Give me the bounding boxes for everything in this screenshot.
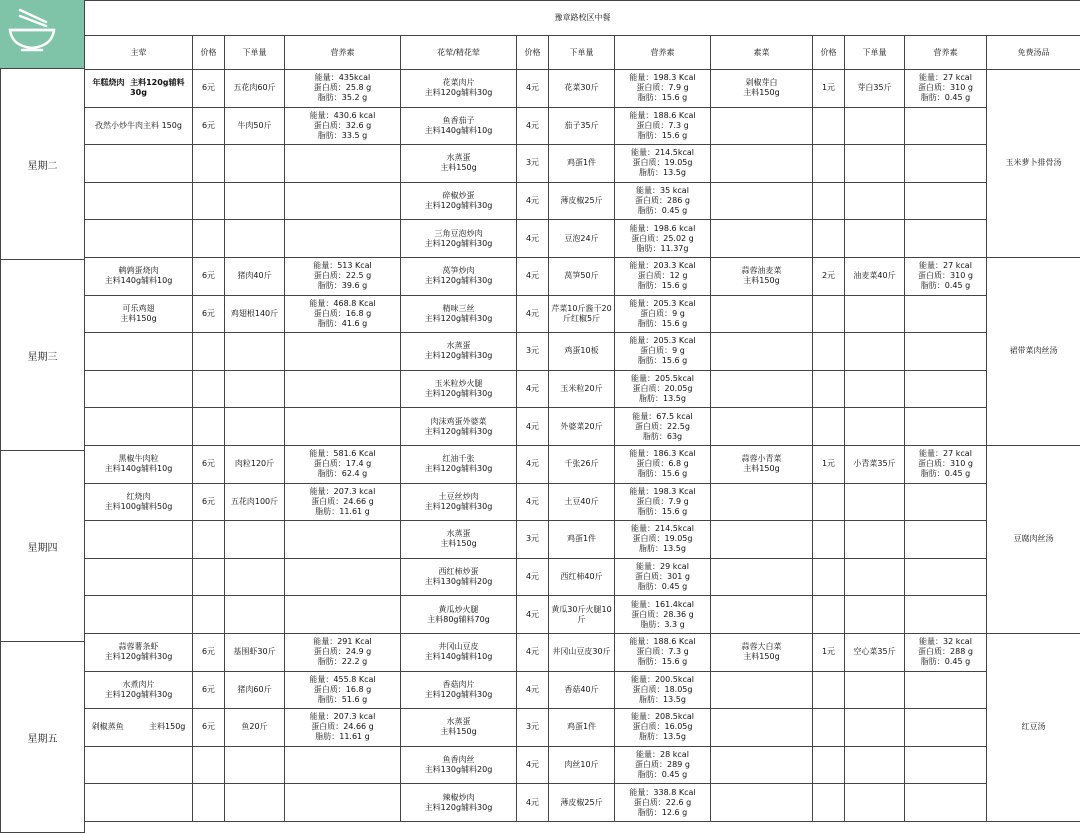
veg-dish-quantity (845, 107, 905, 145)
veg-dish-nutrition (905, 709, 987, 747)
flower-dish-price: 4元 (517, 107, 549, 145)
flower-dish-price: 3元 (517, 145, 549, 183)
main-dish-nutrition (285, 596, 401, 634)
main-dish-price (193, 145, 225, 183)
veg-dish-quantity (845, 182, 905, 220)
main-dish-price (193, 220, 225, 258)
flower-dish-price: 4元 (517, 257, 549, 295)
column-header: 价格 (813, 36, 845, 70)
veg-dish-nutrition: 能量：27 kcal 蛋白质：310 g 脂肪：0.45 g (905, 445, 987, 483)
main-dish-price (193, 521, 225, 559)
main-dish-quantity: 肉粒120斤 (225, 445, 285, 483)
menu-table (84, 0, 1080, 822)
flower-dish-name: 鱼香茄子 主料140g辅料10g (401, 107, 517, 145)
table-row (85, 145, 1080, 183)
table-row (85, 295, 1080, 333)
table-row (85, 182, 1080, 220)
veg-dish-price (813, 596, 845, 634)
veg-dish-name (711, 784, 813, 822)
main-dish-nutrition: 能量：207.3 kcal 蛋白质：24.66 g 脂肪：11.61 g (285, 709, 401, 747)
day-column (0, 68, 84, 833)
flower-dish-name: 西红柿炒蛋 主料130g辅料20g (401, 558, 517, 596)
day-label: 星期三 (1, 260, 85, 451)
free-soup: 裙带菜肉丝汤 (987, 257, 1080, 445)
main-dish-price: 6元 (193, 445, 225, 483)
main-dish-quantity: 猪肉40斤 (225, 257, 285, 295)
main-dish-quantity (225, 333, 285, 371)
main-dish-nutrition (285, 333, 401, 371)
flower-dish-price: 4元 (517, 596, 549, 634)
main-dish-nutrition (285, 408, 401, 446)
main-dish-nutrition (285, 558, 401, 596)
free-soup: 红豆汤 (987, 633, 1080, 821)
main-dish-price (193, 746, 225, 784)
veg-dish-price (813, 671, 845, 709)
veg-dish-nutrition (905, 408, 987, 446)
flower-dish-quantity: 西红柿40斤 (549, 558, 615, 596)
flower-dish-quantity: 鸡蛋1件 (549, 521, 615, 559)
main-dish-nutrition: 能量：435kcal 蛋白质：25.8 g 脂肪：35.2 g (285, 70, 401, 108)
table-row (85, 521, 1080, 559)
flower-dish-name: 辣椒炒肉 主料120g辅料30g (401, 784, 517, 822)
veg-dish-nutrition (905, 483, 987, 521)
main-dish-quantity: 鸡翅根140斤 (225, 295, 285, 333)
veg-dish-nutrition (905, 558, 987, 596)
main-dish-name (85, 145, 193, 183)
flower-dish-price: 4元 (517, 220, 549, 258)
flower-dish-price: 4元 (517, 408, 549, 446)
veg-dish-price (813, 220, 845, 258)
veg-dish-name (711, 145, 813, 183)
veg-dish-name (711, 483, 813, 521)
veg-dish-quantity (845, 709, 905, 747)
flower-dish-nutrition: 能量：338.8 Kcal 蛋白质：22.6 g 脂肪：12.6 g (615, 784, 711, 822)
veg-dish-price: 2元 (813, 257, 845, 295)
flower-dish-name: 井冈山豆皮 主料140g辅料10g (401, 633, 517, 671)
main-dish-quantity: 五花肉100斤 (225, 483, 285, 521)
table-row (85, 257, 1080, 295)
main-dish-quantity: 基围虾30斤 (225, 633, 285, 671)
main-dish-name (85, 521, 193, 559)
table-row (85, 220, 1080, 258)
flower-dish-nutrition: 能量：208.5kcal 蛋白质：16.05g 脂肪：13.5g (615, 709, 711, 747)
veg-dish-quantity (845, 333, 905, 371)
veg-dish-name (711, 107, 813, 145)
table-row (85, 408, 1080, 446)
veg-dish-price (813, 370, 845, 408)
flower-dish-quantity: 芹菜10斤酱干20斤红椒5斤 (549, 295, 615, 333)
veg-dish-nutrition (905, 671, 987, 709)
table-row (85, 633, 1080, 671)
flower-dish-nutrition: 能量：205.5kcal 蛋白质：20.05g 脂肪：13.5g (615, 370, 711, 408)
veg-dish-name (711, 521, 813, 559)
veg-dish-name (711, 220, 813, 258)
table-row (85, 784, 1080, 822)
flower-dish-name: 水蒸蛋 主料150g (401, 145, 517, 183)
flower-dish-price: 4元 (517, 746, 549, 784)
flower-dish-nutrition: 能量：214.5kcal 蛋白质：19.05g 脂肪：13.5g (615, 521, 711, 559)
column-header: 营养素 (615, 36, 711, 70)
flower-dish-price: 4元 (517, 370, 549, 408)
flower-dish-nutrition: 能量：214.5kcal 蛋白质：19.05g 脂肪：13.5g (615, 145, 711, 183)
bowl-chopsticks-icon (6, 6, 58, 52)
main-dish-name: 蒜蓉薯条虾 主料120g辅料30g (85, 633, 193, 671)
logo (0, 0, 84, 68)
veg-dish-quantity (845, 784, 905, 822)
flower-dish-quantity: 土豆40斤 (549, 483, 615, 521)
veg-dish-quantity (845, 521, 905, 559)
flower-dish-name: 红油千张 主料120g辅料30g (401, 445, 517, 483)
flower-dish-price: 4元 (517, 295, 549, 333)
column-header: 主荤 (85, 36, 193, 70)
flower-dish-nutrition: 能量：198.6 kcal 蛋白质：25.02 g 脂肪：11.37g (615, 220, 711, 258)
veg-dish-price (813, 483, 845, 521)
flower-dish-nutrition: 能量：35 kcal 蛋白质：286 g 脂肪：0.45 g (615, 182, 711, 220)
main-dish-quantity: 五花肉60斤 (225, 70, 285, 108)
main-dish-price (193, 596, 225, 634)
flower-dish-price: 4元 (517, 784, 549, 822)
flower-dish-nutrition: 能量：67.5 kcal 蛋白质：22.5g 脂肪：63g (615, 408, 711, 446)
flower-dish-nutrition: 能量：188.6 Kcal 蛋白质：7.3 g 脂肪：15.6 g (615, 107, 711, 145)
flower-dish-name: 莴笋炒肉 主料120g辅料30g (401, 257, 517, 295)
main-dish-nutrition: 能量：581.6 Kcal 蛋白质：17.4 g 脂肪：62.4 g (285, 445, 401, 483)
table-row (85, 558, 1080, 596)
column-header: 价格 (517, 36, 549, 70)
veg-dish-name (711, 596, 813, 634)
flower-dish-price: 4元 (517, 633, 549, 671)
day-label: 星期四 (1, 451, 85, 642)
flower-dish-name: 三角豆泡炒肉 主料120g辅料30g (401, 220, 517, 258)
main-dish-price: 6元 (193, 295, 225, 333)
flower-dish-quantity: 莴笋50斤 (549, 257, 615, 295)
main-dish-name (85, 182, 193, 220)
veg-dish-price (813, 521, 845, 559)
veg-dish-name (711, 295, 813, 333)
veg-dish-quantity (845, 558, 905, 596)
flower-dish-quantity: 肉丝10斤 (549, 746, 615, 784)
main-dish-price (193, 784, 225, 822)
main-dish-nutrition (285, 182, 401, 220)
veg-dish-name (711, 370, 813, 408)
page-title: 豫章路校区中餐 (85, 1, 1080, 36)
flower-dish-name: 黄瓜炒火腿 主料80g辅料70g (401, 596, 517, 634)
veg-dish-price (813, 709, 845, 747)
veg-dish-nutrition (905, 107, 987, 145)
flower-dish-quantity: 外婆菜20斤 (549, 408, 615, 446)
table-row (85, 596, 1080, 634)
veg-dish-price (813, 784, 845, 822)
veg-dish-nutrition (905, 746, 987, 784)
flower-dish-name: 土豆丝炒肉 主料120g辅料30g (401, 483, 517, 521)
flower-dish-name: 精味三丝 主料120g辅料30g (401, 295, 517, 333)
veg-dish-name (711, 709, 813, 747)
main-dish-name: 水煮肉片 主料120g辅料30g (85, 671, 193, 709)
flower-dish-quantity: 井冈山豆皮30斤 (549, 633, 615, 671)
flower-dish-quantity: 花菜30斤 (549, 70, 615, 108)
main-dish-price (193, 370, 225, 408)
main-dish-nutrition: 能量：291 Kcal 蛋白质：24.9 g 脂肪：22.2 g (285, 633, 401, 671)
flower-dish-nutrition: 能量：28 kcal 蛋白质：289 g 脂肪：0.45 g (615, 746, 711, 784)
main-dish-quantity (225, 182, 285, 220)
flower-dish-price: 4元 (517, 445, 549, 483)
table-row (85, 483, 1080, 521)
main-dish-nutrition (285, 370, 401, 408)
veg-dish-name (711, 671, 813, 709)
veg-dish-price: 1元 (813, 70, 845, 108)
main-dish-price (193, 182, 225, 220)
main-dish-nutrition (285, 145, 401, 183)
column-header: 花荤/精花荤 (401, 36, 517, 70)
main-dish-name (85, 746, 193, 784)
free-soup: 豆腐肉丝汤 (987, 445, 1080, 633)
veg-dish-quantity: 空心菜35斤 (845, 633, 905, 671)
veg-dish-quantity: 芽白35斤 (845, 70, 905, 108)
column-header: 素菜 (711, 36, 813, 70)
table-row (85, 370, 1080, 408)
main-dish-price (193, 558, 225, 596)
flower-dish-nutrition: 能量：186.3 Kcal 蛋白质：6.8 g 脂肪：15.6 g (615, 445, 711, 483)
flower-dish-quantity: 玉米粒20斤 (549, 370, 615, 408)
flower-dish-name: 水蒸蛋 主料150g (401, 709, 517, 747)
column-header: 价格 (193, 36, 225, 70)
veg-dish-name (711, 558, 813, 596)
main-dish-quantity (225, 596, 285, 634)
veg-dish-price: 1元 (813, 633, 845, 671)
flower-dish-quantity: 鸡蛋10板 (549, 333, 615, 371)
main-dish-nutrition (285, 746, 401, 784)
free-soup: 玉米萝卜排骨汤 (987, 70, 1080, 258)
main-dish-name (85, 220, 193, 258)
main-dish-name: 鹌鹑蛋烧肉 主料140g辅料10g (85, 257, 193, 295)
main-dish-price: 6元 (193, 70, 225, 108)
main-dish-quantity (225, 145, 285, 183)
veg-dish-quantity (845, 483, 905, 521)
main-dish-price (193, 408, 225, 446)
flower-dish-name: 鱼香肉丝 主料130g辅料20g (401, 746, 517, 784)
main-dish-nutrition: 能量：455.8 Kcal 蛋白质：16.8 g 脂肪：51.6 g (285, 671, 401, 709)
main-dish-quantity (225, 558, 285, 596)
flower-dish-quantity: 千张26斤 (549, 445, 615, 483)
column-header: 下单量 (845, 36, 905, 70)
flower-dish-name: 水蒸蛋 主料150g (401, 521, 517, 559)
main-dish-name (85, 333, 193, 371)
table-row (85, 709, 1080, 747)
veg-dish-quantity (845, 145, 905, 183)
veg-dish-name: 剁椒芽白 主料150g (711, 70, 813, 108)
table-row (85, 746, 1080, 784)
flower-dish-price: 4元 (517, 558, 549, 596)
flower-dish-quantity: 豆泡24斤 (549, 220, 615, 258)
column-header: 营养素 (285, 36, 401, 70)
flower-dish-nutrition: 能量：200.5kcal 蛋白质：18.05g 脂肪：13.5g (615, 671, 711, 709)
veg-dish-name: 蒜蓉大白菜 主料150g (711, 633, 813, 671)
main-dish-name: 孜然小炒牛肉主料 150g (85, 107, 193, 145)
main-dish-price: 6元 (193, 483, 225, 521)
veg-dish-nutrition (905, 295, 987, 333)
veg-dish-quantity (845, 295, 905, 333)
flower-dish-quantity: 鸡蛋1件 (549, 709, 615, 747)
flower-dish-nutrition: 能量：161.4kcal 蛋白质：28.36 g 脂肪：3.3 g (615, 596, 711, 634)
flower-dish-nutrition: 能量：205.3 Kcal 蛋白质：9 g 脂肪：15.6 g (615, 295, 711, 333)
veg-dish-nutrition (905, 220, 987, 258)
flower-dish-nutrition: 能量：198.3 Kcal 蛋白质：7.9 g 脂肪：15.6 g (615, 483, 711, 521)
flower-dish-quantity: 茄子35斤 (549, 107, 615, 145)
main-dish-name: 黑椒牛肉粒 主料140g辅料10g (85, 445, 193, 483)
flower-dish-nutrition: 能量：203.3 Kcal 蛋白质：12 g 脂肪：15.6 g (615, 257, 711, 295)
day-label: 星期五 (1, 642, 85, 833)
main-dish-name (85, 558, 193, 596)
veg-dish-name (711, 408, 813, 446)
main-dish-name (85, 370, 193, 408)
main-dish-price: 6元 (193, 633, 225, 671)
column-header: 下单量 (225, 36, 285, 70)
column-header: 下单量 (549, 36, 615, 70)
veg-dish-nutrition (905, 333, 987, 371)
day-label: 星期二 (1, 69, 85, 260)
veg-dish-price (813, 746, 845, 784)
veg-dish-name (711, 182, 813, 220)
flower-dish-quantity: 香菇40斤 (549, 671, 615, 709)
veg-dish-name: 蒜蓉小青菜 主料150g (711, 445, 813, 483)
veg-dish-nutrition (905, 521, 987, 559)
veg-dish-nutrition: 能量：32 kcal 蛋白质：288 g 脂肪：0.45 g (905, 633, 987, 671)
veg-dish-name (711, 333, 813, 371)
flower-dish-price: 3元 (517, 521, 549, 559)
veg-dish-price (813, 182, 845, 220)
flower-dish-quantity: 黄瓜30斤火腿10斤 (549, 596, 615, 634)
veg-dish-quantity (845, 370, 905, 408)
table-row (85, 671, 1080, 709)
flower-dish-nutrition: 能量：188.6 Kcal 蛋白质：7.3 g 脂肪：15.6 g (615, 633, 711, 671)
veg-dish-quantity: 小青菜35斤 (845, 445, 905, 483)
veg-dish-quantity: 油麦菜40斤 (845, 257, 905, 295)
main-dish-price: 6元 (193, 709, 225, 747)
main-dish-name (85, 596, 193, 634)
table-row (85, 70, 1080, 108)
flower-dish-nutrition: 能量：205.3 Kcal 蛋白质：9 g 脂肪：15.6 g (615, 333, 711, 371)
main-dish-name (85, 784, 193, 822)
main-dish-nutrition: 能量：207.3 kcal 蛋白质：24.66 g 脂肪：11.61 g (285, 483, 401, 521)
veg-dish-nutrition (905, 596, 987, 634)
main-dish-nutrition (285, 521, 401, 559)
veg-dish-price: 1元 (813, 445, 845, 483)
flower-dish-quantity: 薄皮椒25斤 (549, 182, 615, 220)
veg-dish-quantity (845, 220, 905, 258)
flower-dish-name: 花菜肉片 主料120g辅料30g (401, 70, 517, 108)
veg-dish-nutrition: 能量：27 kcal 蛋白质：310 g 脂肪：0.45 g (905, 257, 987, 295)
column-header: 营养素 (905, 36, 987, 70)
flower-dish-name: 碎椒炒蛋 主料120g辅料30g (401, 182, 517, 220)
flower-dish-price: 4元 (517, 483, 549, 521)
veg-dish-nutrition (905, 182, 987, 220)
veg-dish-price (813, 145, 845, 183)
main-dish-price: 6元 (193, 107, 225, 145)
veg-dish-nutrition (905, 784, 987, 822)
veg-dish-name: 蒜蓉油麦菜 主料150g (711, 257, 813, 295)
main-dish-quantity: 鱼20斤 (225, 709, 285, 747)
flower-dish-nutrition: 能量：29 kcal 蛋白质：301 g 脂肪：0.45 g (615, 558, 711, 596)
veg-dish-price (813, 558, 845, 596)
flower-dish-quantity: 鸡蛋1件 (549, 145, 615, 183)
main-dish-price (193, 333, 225, 371)
veg-dish-nutrition: 能量：27 kcal 蛋白质：310 g 脂肪：0.45 g (905, 70, 987, 108)
table-row (85, 445, 1080, 483)
main-dish-name (85, 408, 193, 446)
main-dish-name: 剁椒蒸鱼 主料150g (85, 709, 193, 747)
table-row (85, 333, 1080, 371)
main-dish-quantity (225, 521, 285, 559)
main-dish-quantity (225, 408, 285, 446)
flower-dish-price: 3元 (517, 333, 549, 371)
main-dish-nutrition (285, 784, 401, 822)
flower-dish-name: 水蒸蛋 主料120g辅料30g (401, 333, 517, 371)
veg-dish-quantity (845, 746, 905, 784)
main-dish-quantity: 猪肉60斤 (225, 671, 285, 709)
main-dish-quantity (225, 370, 285, 408)
main-dish-nutrition: 能量：430.6 kcal 蛋白质：32.6 g 脂肪：33.5 g (285, 107, 401, 145)
main-dish-nutrition (285, 220, 401, 258)
veg-dish-quantity (845, 671, 905, 709)
veg-dish-price (813, 295, 845, 333)
veg-dish-quantity (845, 408, 905, 446)
main-dish-quantity: 牛肉50斤 (225, 107, 285, 145)
flower-dish-nutrition: 能量：198.3 Kcal 蛋白质：7.9 g 脂肪：15.6 g (615, 70, 711, 108)
flower-dish-price: 3元 (517, 709, 549, 747)
main-dish-quantity (225, 746, 285, 784)
veg-dish-price (813, 333, 845, 371)
flower-dish-price: 4元 (517, 182, 549, 220)
main-dish-name: 红烧肉 主料100g辅料50g (85, 483, 193, 521)
main-dish-price: 6元 (193, 671, 225, 709)
main-dish-price: 6元 (193, 257, 225, 295)
veg-dish-price (813, 408, 845, 446)
main-dish-name: 可乐鸡翅 主料150g (85, 295, 193, 333)
flower-dish-name: 玉米粒炒火腿 主料120g辅料30g (401, 370, 517, 408)
main-dish-nutrition: 能量：468.8 Kcal 蛋白质：16.8 g 脂肪：41.6 g (285, 295, 401, 333)
veg-dish-quantity (845, 596, 905, 634)
flower-dish-name: 香菇肉片 主料120g辅料30g (401, 671, 517, 709)
table-row (85, 107, 1080, 145)
flower-dish-quantity: 薄皮椒25斤 (549, 784, 615, 822)
main-dish-name: 年糕烧肉 主料120g辅料30g (85, 70, 193, 108)
veg-dish-nutrition (905, 370, 987, 408)
column-header: 免费汤品 (987, 36, 1080, 70)
main-dish-nutrition: 能量：513 Kcal 蛋白质：22.5 g 脂肪：39.6 g (285, 257, 401, 295)
flower-dish-price: 4元 (517, 671, 549, 709)
veg-dish-nutrition (905, 145, 987, 183)
flower-dish-name: 肉沫鸡蛋外婆菜 主料120g辅料30g (401, 408, 517, 446)
veg-dish-name (711, 746, 813, 784)
flower-dish-price: 4元 (517, 70, 549, 108)
veg-dish-price (813, 107, 845, 145)
main-dish-quantity (225, 220, 285, 258)
main-dish-quantity (225, 784, 285, 822)
